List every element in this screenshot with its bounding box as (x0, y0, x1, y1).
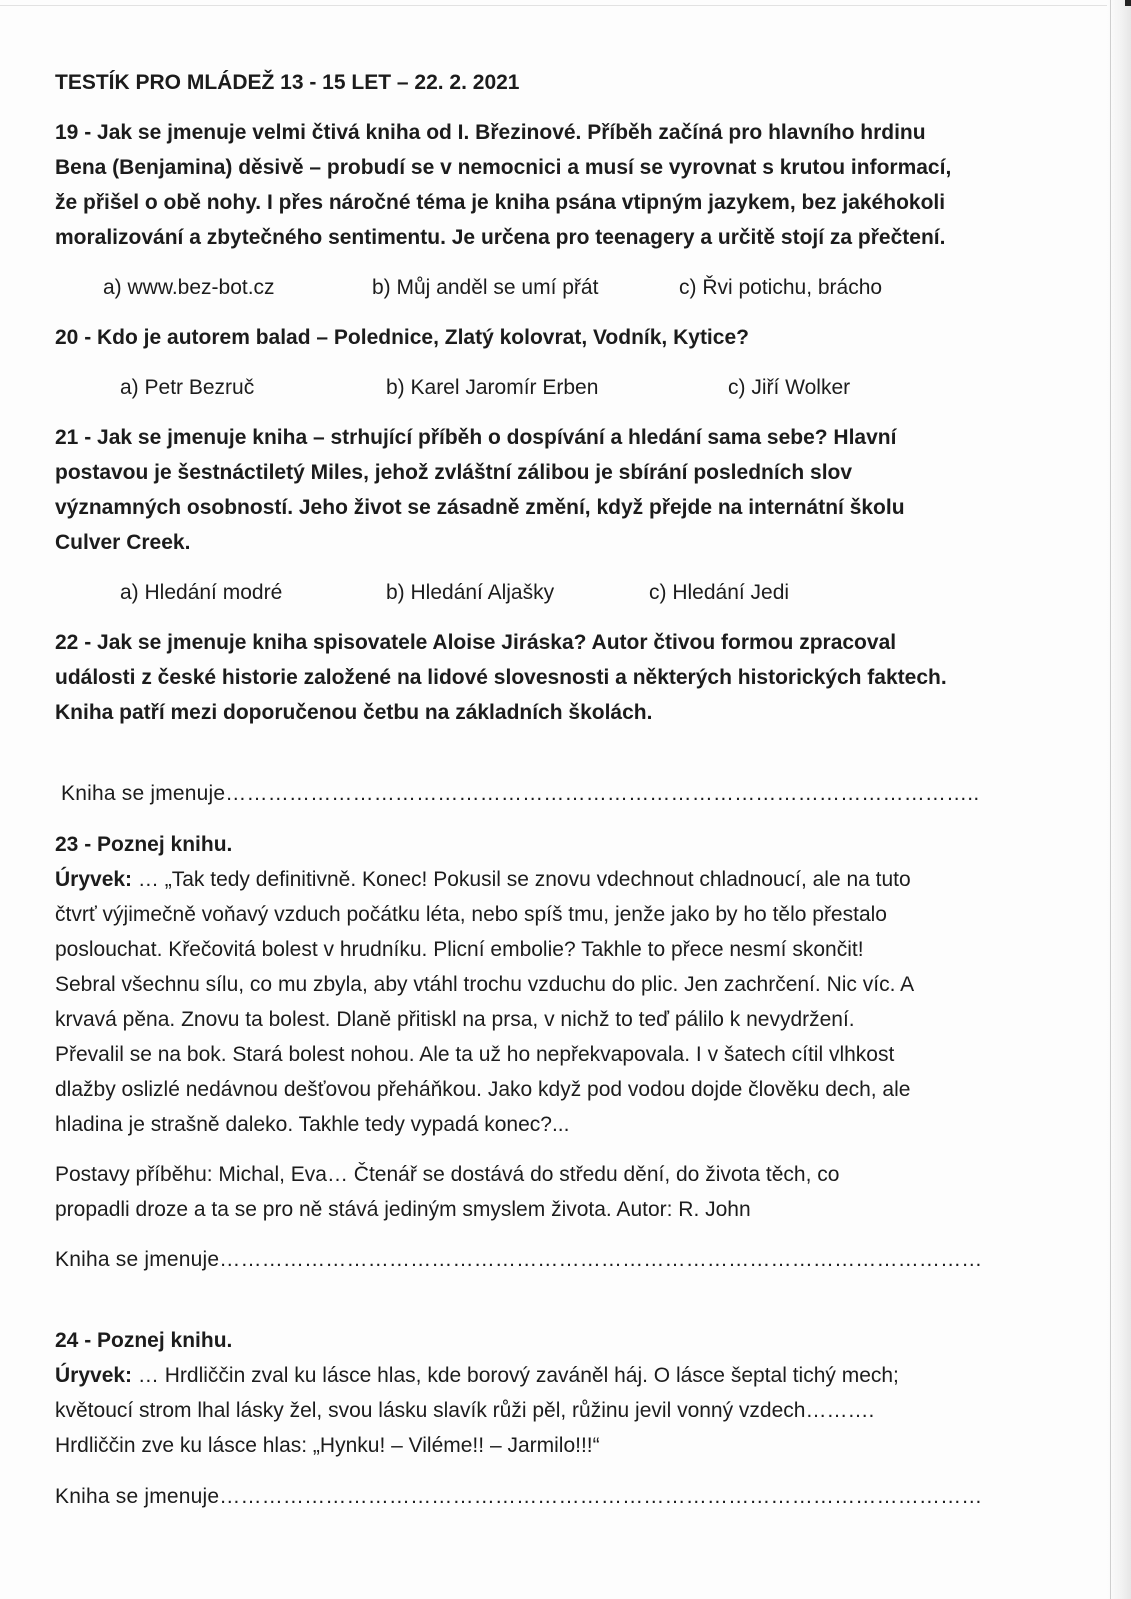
excerpt-text: … „Tak tedy definitivně. Konec! Pokusil se znovu vdechnout chladnoucí, ale na tuto (132, 868, 911, 891)
question-22-answer-blank[interactable]: Kniha se jmenuje…………………………………………………………………………………………….. (61, 782, 980, 805)
scan-top-edge (0, 5, 1110, 6)
question-24-heading: 24 - Poznej knihu. (55, 1329, 233, 1352)
question-21-line: postavou je šestnáctiletý Miles, jehož zvláštní zálibou je sbírání posledních slov (55, 461, 853, 484)
question-23-excerpt-line: hladina je strašně daleko. Takhle tedy vypadá konec?... (55, 1113, 570, 1136)
question-19-option-b: b) Můj anděl se umí přát (372, 276, 599, 299)
question-20-option-b: b) Karel Jaromír Erben (386, 376, 599, 399)
question-19-option-c: c) Řvi potichu, brácho (679, 276, 883, 299)
question-21-option-c: c) Hledání Jedi (649, 581, 790, 604)
scan-corner-mark (1125, 0, 1131, 6)
question-21-option-a: a) Hledání modré (120, 581, 283, 604)
question-23-excerpt-line: poslouchat. Křečovitá bolest v hrudníku. Plicní embolie? Takhle to přece nesmí skončit! (55, 938, 864, 961)
excerpt-label: Úryvek: (55, 1364, 133, 1387)
question-23-excerpt-line: Převalil se na bok. Stará bolest nohou. Ale ta už ho nepřekvapovala. I v šatech cítil vlhkost (55, 1043, 895, 1066)
question-22-line: události z české historie založené na lidové slovesnosti a některých historických faktech. (55, 666, 947, 689)
question-23-excerpt-line (55, 868, 911, 892)
question-19-line: Bena (Benjamina) děsivě – probudí se v nemocnici a musí se vyrovnat s krutou informací, (55, 156, 952, 179)
question-19-line: moralizování a zbytečného sentimentu. Je určena pro teenagery a určitě stojí za přečtení. (55, 226, 946, 249)
question-23-heading: 23 - Poznej knihu. (55, 833, 233, 856)
question-20-option-c: c) Jiří Wolker (728, 376, 851, 399)
question-23-answer-blank[interactable]: Kniha se jmenuje……………………………………………………………………………………………… (55, 1248, 983, 1271)
question-24-answer-blank[interactable]: Kniha se jmenuje……………………………………………………………………………………………… (55, 1485, 983, 1508)
question-23-excerpt-line: dlažby oslizlé nedávnou dešťovou přeháňkou. Jako když pod vodou dojde člověku dech, ale (55, 1078, 911, 1101)
question-22-line: 22 - Jak se jmenuje kniha spisovatele Aloise Jiráska? Autor čtivou formou zpracoval (55, 631, 897, 654)
question-23-excerpt-line: krvavá pěna. Znovu ta bolest. Dlaně přitiskl na prsa, v nichž to teď pálilo k nevydržení. (55, 1008, 855, 1031)
question-23-excerpt-line: Sebral všechnu sílu, co mu zbyla, aby vtáhl trochu vzduchu do plic. Jen zachrčení. Nic víc. A (55, 973, 915, 996)
question-21-line: 21 - Jak se jmenuje kniha – strhující příběh o dospívání a hledání sama sebe? Hlavní (55, 426, 897, 449)
question-19-line: 19 - Jak se jmenuje velmi čtivá kniha od I. Březinové. Příběh začíná pro hlavního hrdinu (55, 121, 926, 144)
page-title: TESTÍK PRO MLÁDEŽ 13 - 15 LET – 22. 2. 2021 (55, 71, 520, 94)
question-23-characters-line: propadli droze a ta se pro ně stává jediným smyslem života. Autor: R. John (55, 1198, 751, 1221)
question-22-line: Kniha patří mezi doporučenou četbu na základních školách. (55, 701, 653, 724)
question-24-excerpt-line: květoucí strom lhal lásky žel, svou lásku slavík růži pěl, růžinu jevil vonný vzdech………. (55, 1399, 875, 1422)
question-21-option-b: b) Hledání Aljašky (386, 581, 555, 604)
question-19-line: že přišel o obě nohy. I přes náročné téma je kniha psána vtipným jazykem, bez jakéhokoli (55, 191, 946, 214)
question-19-option-a: a) www.bez-bot.cz (103, 276, 275, 299)
question-24-excerpt-line: Hrdliččin zve ku lásce hlas: „Hynku! – Viléme!! – Jarmilo!!!“ (55, 1434, 600, 1457)
question-20-option-a: a) Petr Bezruč (120, 376, 255, 399)
question-23-characters-line: Postavy příběhu: Michal, Eva… Čtenář se dostává do středu dění, do života těch, co (55, 1163, 840, 1186)
question-21-line: významných osobností. Jeho život se zásadně změní, když přejde na internátní školu (55, 496, 905, 519)
question-21-line: Culver Creek. (55, 531, 191, 554)
question-24-excerpt-line (55, 1364, 899, 1388)
excerpt-text: … Hrdliččin zval ku lásce hlas, kde borový zaváněl háj. O lásce šeptal tichý mech; (132, 1364, 899, 1387)
question-20-line: 20 - Kdo je autorem balad – Polednice, Zlatý kolovrat, Vodník, Kytice? (55, 326, 749, 349)
scan-edge-line (1110, 0, 1111, 1599)
excerpt-label: Úryvek: (55, 868, 133, 891)
question-23-excerpt-line: čtvrť výjimečně voňavý vzduch počátku léta, nebo spíš tmu, jenže jako by ho tělo přestalo (55, 903, 887, 926)
